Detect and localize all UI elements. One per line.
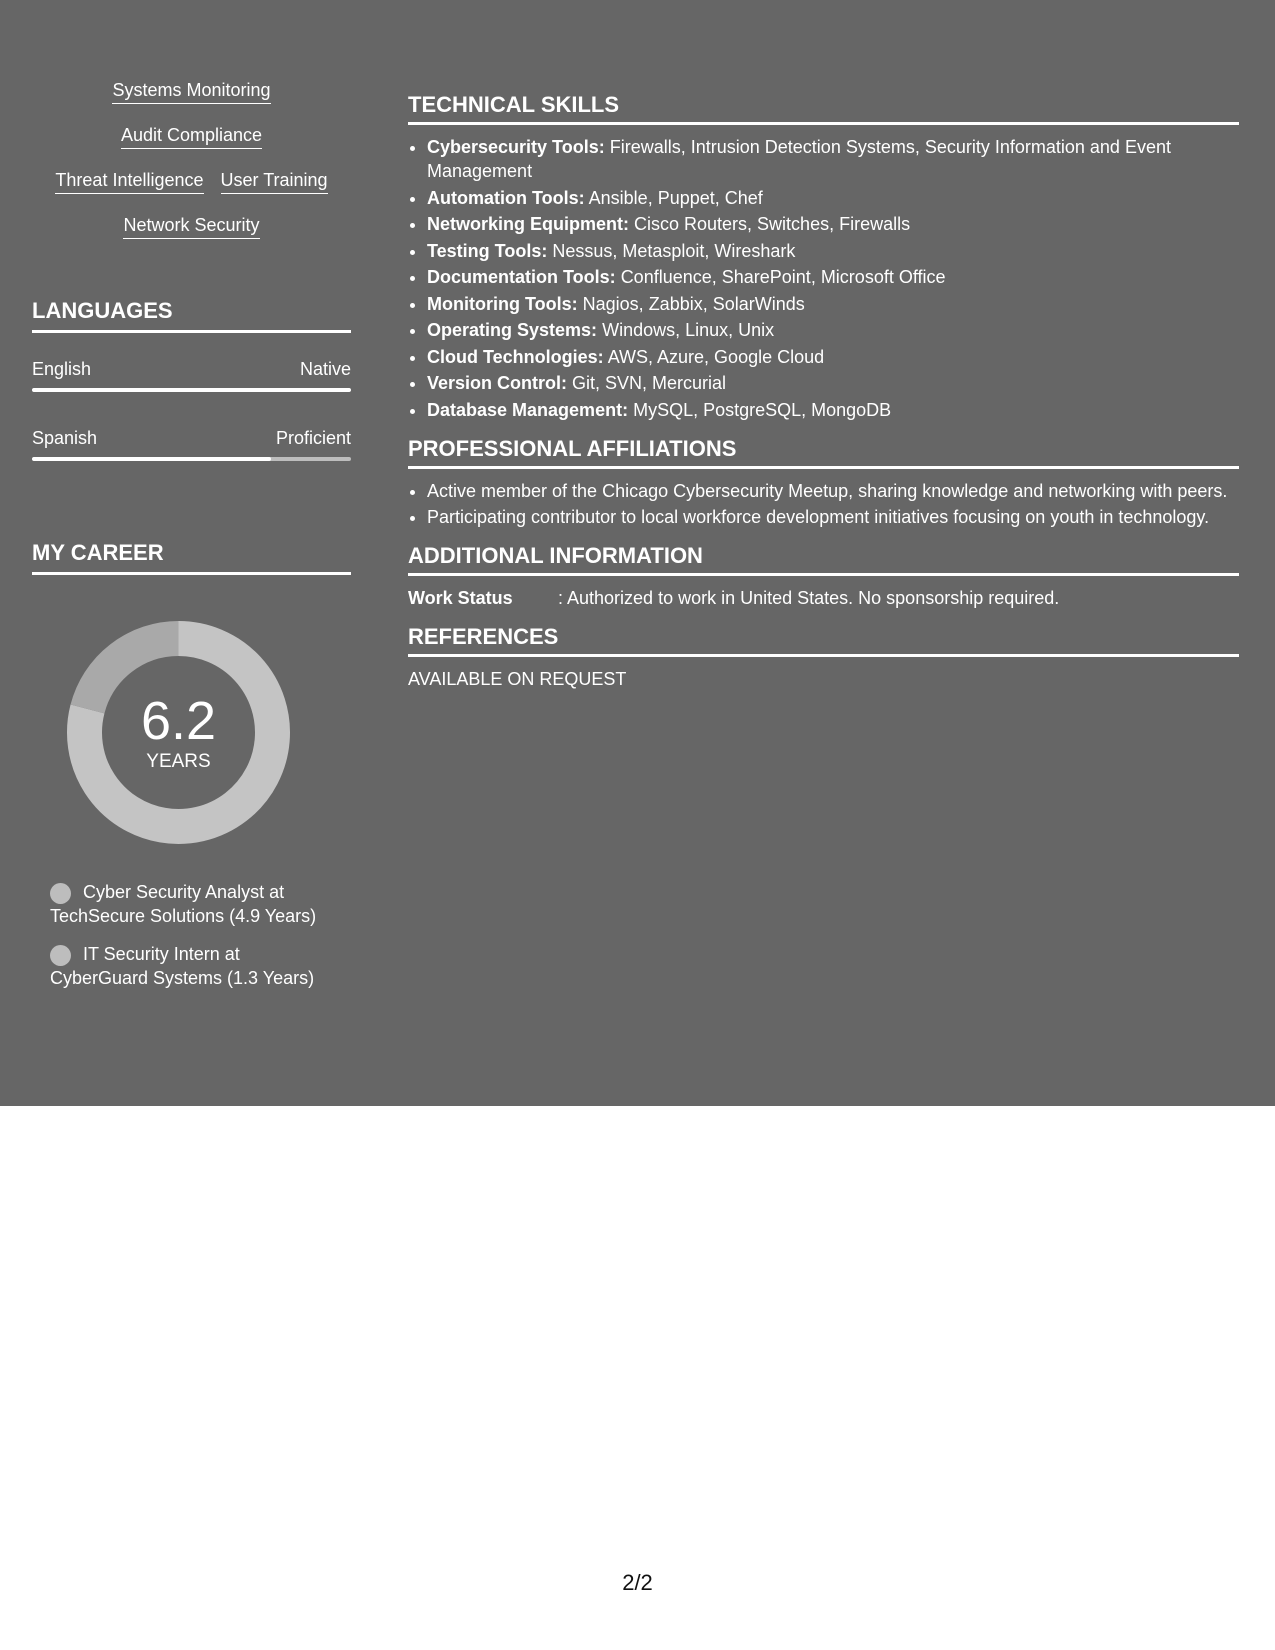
skill-label: Operating Systems: (427, 320, 598, 340)
skill-tag: Network Security (123, 215, 259, 239)
skill-item (427, 186, 1239, 210)
career-list (50, 880, 340, 1004)
language-name: English (32, 359, 92, 379)
right-column (408, 92, 1239, 705)
references-heading: REFERENCES (408, 624, 1239, 657)
page-number: 2/2 (622, 1570, 653, 1595)
affiliation-item: • Participating contributor to local workforce development initiatives focusing on youth in technology. (427, 505, 1239, 529)
skill-label: Version Control: (427, 373, 568, 393)
legend-dot-icon (50, 883, 71, 904)
skill-value: Windows, Linux, Unix (602, 320, 775, 340)
additional-info-section (408, 543, 1239, 610)
work-status-row (408, 586, 1239, 610)
career-item-label: IT Security Intern at CyberGuard Systems (1.3 Years) (50, 944, 315, 988)
skill-value: Cisco Routers, Switches, Firewalls (634, 214, 911, 234)
affiliation-item: • Active member of the Chicago Cybersecurity Meetup, sharing knowledge and networking with peers. (427, 479, 1239, 503)
work-status-value: : Authorized to work in United States. No sponsorship required. (558, 588, 1060, 608)
skill-tag: Audit Compliance (121, 125, 262, 149)
skill-value: AWS, Azure, Google Cloud (607, 346, 825, 367)
skill-label: Testing Tools: (427, 240, 548, 261)
tag-row (32, 170, 351, 215)
skill-value: Confluence, SharePoint, Microsoft Office (620, 267, 946, 287)
skill-item (427, 345, 1239, 369)
affiliations-list (408, 479, 1239, 530)
skill-label: Cybersecurity Tools: (427, 137, 605, 157)
language-spanish (32, 427, 351, 461)
donut-center (66, 620, 291, 845)
career-donut-chart (66, 620, 291, 845)
technical-skills-heading: TECHNICAL SKILLS (408, 92, 1239, 125)
skill-item (427, 239, 1239, 263)
skill-label: Networking Equipment: (427, 214, 629, 234)
affiliations-section (408, 436, 1239, 530)
references-section (408, 624, 1239, 691)
tag-row (32, 125, 351, 170)
skill-item (427, 265, 1239, 289)
skill-label: Cloud Technologies: (427, 346, 604, 367)
tag-row (32, 215, 351, 260)
skill-item (427, 212, 1239, 236)
career-heading: MY CAREER (32, 540, 351, 575)
career-total-value: 6.2 (140, 690, 217, 751)
languages-heading: LANGUAGES (32, 298, 351, 333)
skill-label: Documentation Tools: (427, 267, 616, 287)
skill-item (427, 135, 1239, 183)
skill-item (427, 292, 1239, 316)
skill-tags (32, 80, 351, 260)
references-text: AVAILABLE ON REQUEST (408, 669, 627, 689)
skill-value: Ansible, Puppet, Chef (588, 187, 763, 208)
language-bar (32, 457, 351, 461)
language-level: Native (299, 359, 351, 379)
technical-skills-section (408, 92, 1239, 422)
skill-value: Firewalls, Intrusion Detection Systems, Security Information and Event Management (427, 137, 1171, 181)
skill-item (427, 398, 1239, 422)
skill-label: Monitoring Tools: (427, 293, 578, 314)
left-column (32, 80, 351, 988)
skill-value: MySQL, PostgreSQL, MongoDB (633, 399, 892, 420)
career-item-label: Cyber Security Analyst at TechSecure Solutions (4.9 Years) (50, 882, 317, 926)
skill-tag: User Training (221, 170, 328, 194)
technical-skills-list (408, 135, 1239, 422)
skill-value: Nessus, Metasploit, Wireshark (552, 240, 796, 261)
skill-tag: Threat Intelligence (55, 170, 203, 194)
tag-row (32, 80, 351, 125)
language-name: Spanish (32, 428, 98, 448)
language-bar-fill (32, 388, 351, 392)
skill-label: Database Management: (427, 399, 629, 420)
skill-value: Git, SVN, Mercurial (572, 373, 727, 393)
skill-value: Nagios, Zabbix, SolarWinds (582, 293, 805, 314)
skill-item (427, 318, 1239, 342)
language-english (32, 358, 351, 392)
language-level: Proficient (275, 428, 351, 448)
work-status-label: Work Status (408, 588, 513, 608)
career-total-unit: YEARS (146, 750, 211, 772)
language-bar (32, 388, 351, 392)
affiliations-heading: PROFESSIONAL AFFILIATIONS (408, 436, 1239, 469)
legend-dot-icon (50, 945, 71, 966)
career-item (50, 942, 340, 990)
additional-info-heading: ADDITIONAL INFORMATION (408, 543, 1239, 576)
language-bar-fill (32, 457, 271, 461)
skill-label: Automation Tools: (427, 187, 585, 208)
career-item (50, 880, 340, 928)
skill-item (427, 371, 1239, 395)
skill-tag: Systems Monitoring (112, 80, 270, 104)
